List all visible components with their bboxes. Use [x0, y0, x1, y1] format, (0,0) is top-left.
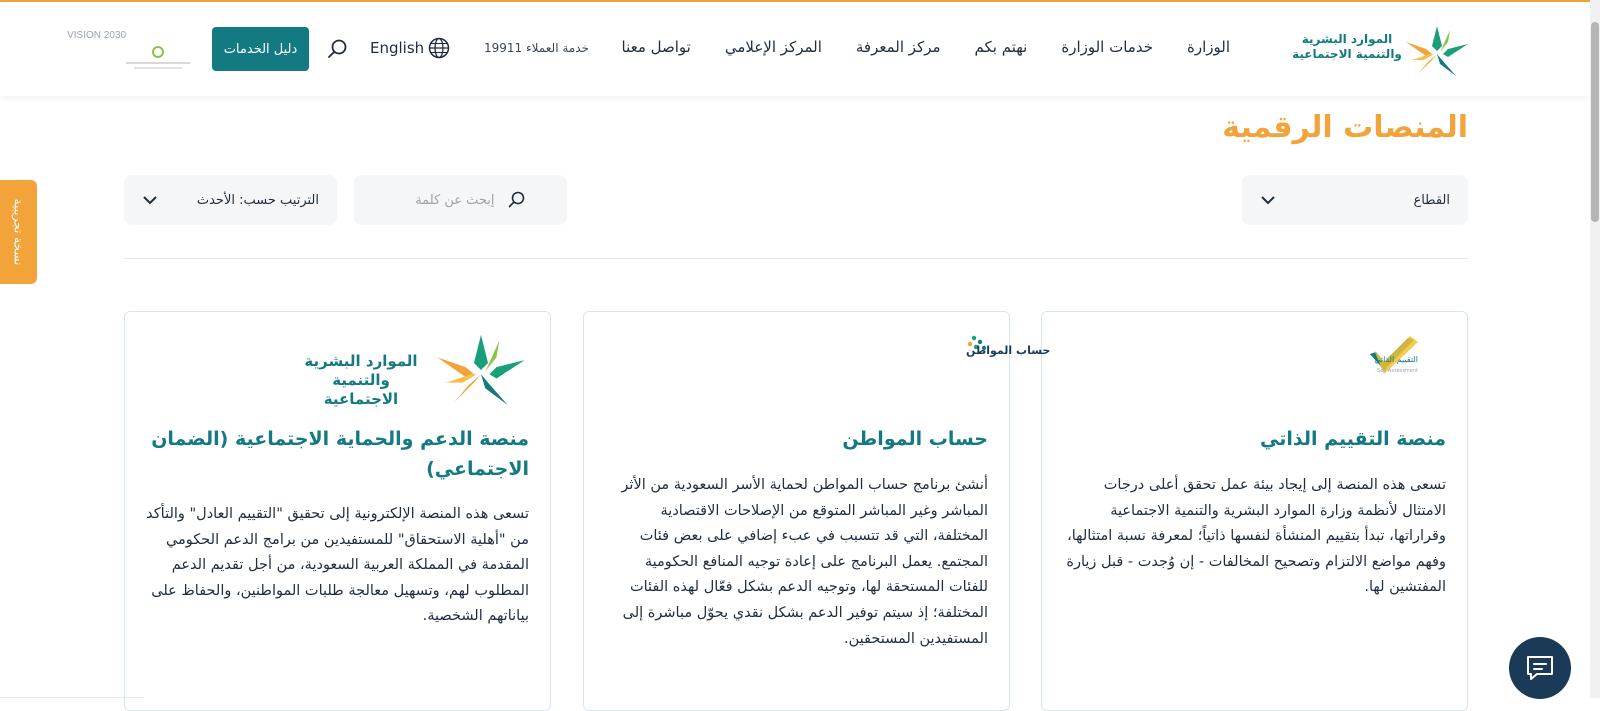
language-label: English [370, 39, 425, 57]
self-assessment-logo-text: التقييم الذاتي [1374, 355, 1418, 364]
main-nav [622, 38, 1230, 56]
beta-version-tab[interactable] [0, 180, 37, 284]
platform-card-social-support[interactable] [124, 311, 551, 711]
ministry-logo[interactable] [1292, 24, 1470, 78]
keyword-search-box [354, 175, 567, 225]
ministry-card-logo-text: الموارد البشرية والتنمية الاجتماعية [304, 352, 418, 408]
citizen-account-logo-text: حساب المواطن [966, 344, 1051, 357]
search-icon [507, 190, 527, 210]
sort-dropdown[interactable] [124, 175, 337, 225]
nav-item-contact-us[interactable]: تواصل معنا [621, 38, 691, 56]
language-switch[interactable] [370, 37, 450, 59]
page-title: المنصات الرقمية [1222, 110, 1468, 145]
site-header [0, 2, 1590, 96]
keyword-search-input[interactable] [395, 193, 495, 208]
footer-edge-line [0, 697, 144, 698]
citizen-account-dots-icon [918, 332, 1051, 372]
chevron-down-icon [142, 195, 158, 205]
platform-card-citizen-account[interactable] [583, 311, 1051, 711]
vision-2030-emblem-icon [67, 26, 192, 72]
card-description: أنشئ برنامج حساب المواطن لحماية الأسر السعودية من الأثر المباشر وغير المباشر المتوقع من الإصلاحات الاقتصادية المختلفة، التي قد تتسبب في عبء إضافي على بعض فئات المجتمع. يعمل البرنامج على إعادة توجيه المنافع الحكومية للفئات المستحقة لها، وتوجيه الدعم بشكل فعّال لهذه الفئات المختلفة؛ إذ سيتم توفير الدعم بشكل نقدي يحوّل مباشرة إلى المستفيدين المستحقين. [621, 477, 988, 647]
self-assessment-logo [1368, 332, 1446, 386]
services-guide-button[interactable]: دليل الخدمات [212, 27, 309, 71]
customer-service-hotline[interactable]: خدمة العملاء 19911 [484, 41, 589, 55]
card-title[interactable]: منصة الدعم والحماية الاجتماعية (الضمان الاجتماعي) [151, 428, 529, 480]
chat-bubble-icon [1525, 654, 1555, 682]
ministry-star-icon [433, 332, 529, 408]
ministry-star-icon [1404, 24, 1470, 78]
nav-item-we-care[interactable]: نهتم بكم [974, 38, 1028, 56]
citizen-account-logo [918, 332, 1051, 376]
page-scrollbar-thumb[interactable] [1591, 22, 1599, 222]
card-description: تسعى هذه المنصة إلى إيجاد بيئة عمل تحقق أعلى درجات الامتثال لأنظمة وزارة الموارد البشرية والتنمية الاجتماعية وقراراتها، تبدأ بتقييم المنشأة لنفسها ذاتياً؛ لمعرفة نسبة امتثالها، وفهم مواضع الالتزام وتصحيح المخالفات - إن وُجدت - قبل زيارة المفتشين لها. [1066, 477, 1446, 596]
vision-2030-logo[interactable] [67, 26, 192, 72]
ministry-logo-text: الموارد البشرية والتنمية الاجتماعية [1292, 32, 1402, 61]
nav-item-ministry[interactable]: الوزارة [1186, 38, 1230, 56]
sector-dropdown-label: القطاع [1413, 192, 1450, 208]
card-title[interactable]: حساب المواطن [842, 428, 988, 450]
chat-button[interactable] [1509, 637, 1571, 699]
sort-dropdown-label: الترتيب حسب: الأحدث [196, 192, 319, 208]
nav-item-knowledge-center[interactable]: مركز المعرفة [855, 38, 941, 56]
self-assessment-logo-subtext: Self Assessment [1377, 368, 1418, 374]
chevron-down-icon [1260, 195, 1276, 205]
header-search-button[interactable] [326, 37, 350, 61]
vision-2030-text: VISION 2030 [67, 30, 126, 41]
sector-dropdown[interactable] [1242, 175, 1468, 225]
self-assessment-checkmark-icon [1368, 332, 1446, 382]
globe-icon [428, 37, 450, 59]
card-description: تسعى هذه المنصة الإلكترونية إلى تحقيق "التقييم العادل" والتأكد من "أهلية الاستحقاق" للمستفيدين من برامج الدعم الحكومي المقدمة في المملكة العربية السعودية، من أجل تقديم الدعم المطلوب لهم، وتسهيل معالجة طلبات المواطنين، والحفاظ على بياناتهم الشخصية. [146, 506, 529, 625]
platform-card-self-assessment[interactable] [1041, 311, 1468, 711]
beta-version-label: نسخة تجريبية [11, 198, 26, 266]
ministry-card-logo [293, 332, 529, 408]
filters-divider [124, 258, 1468, 259]
nav-item-services[interactable]: خدمات الوزارة [1061, 38, 1153, 56]
card-title[interactable]: منصة التقييم الذاتي [1260, 428, 1446, 450]
search-icon [326, 37, 350, 61]
nav-item-media-center[interactable]: المركز الإعلامي [724, 38, 822, 56]
